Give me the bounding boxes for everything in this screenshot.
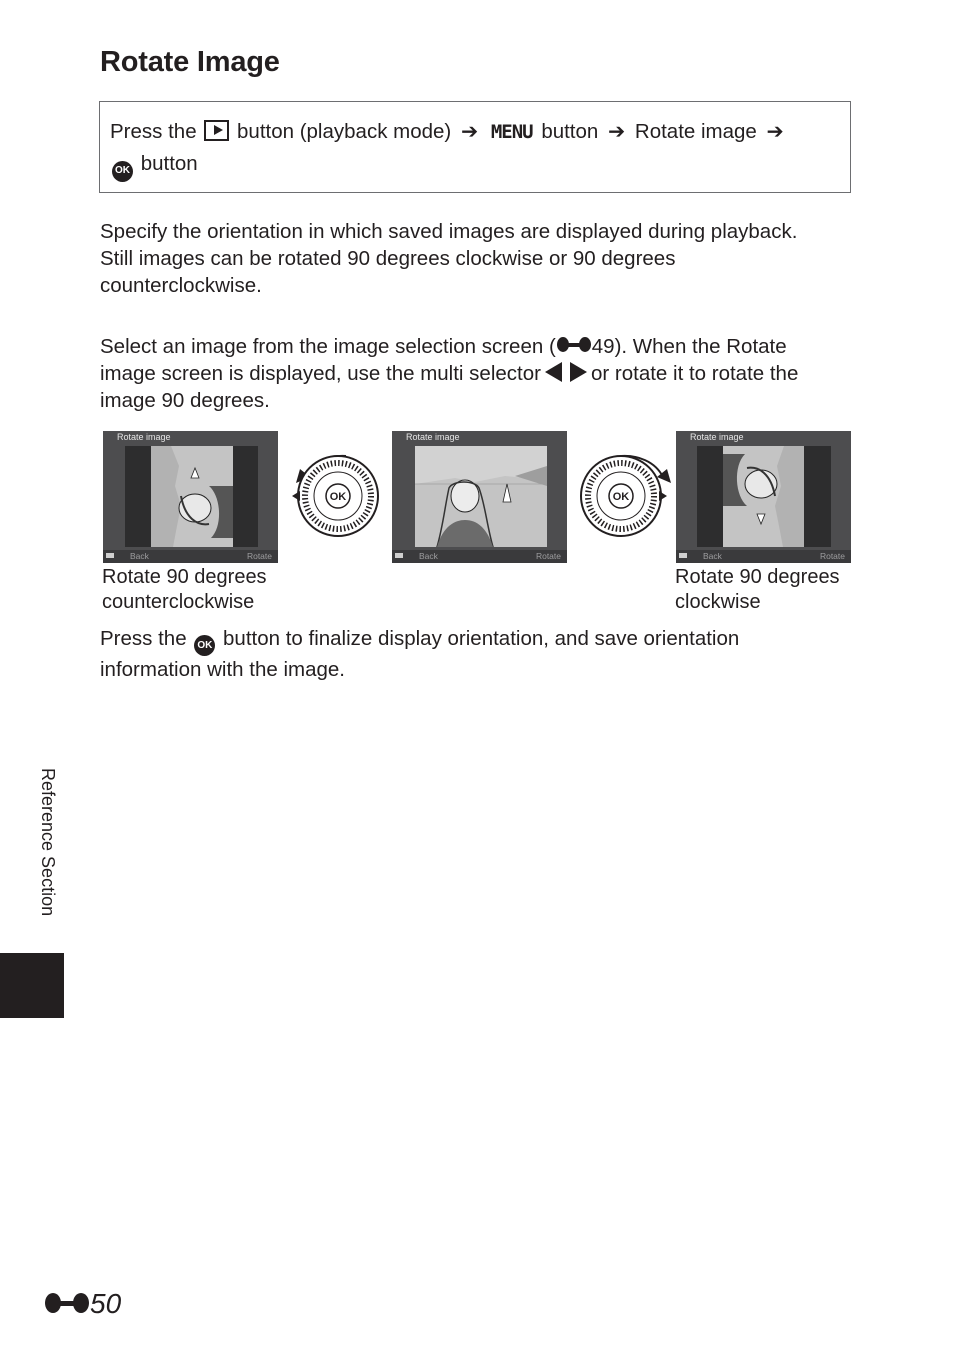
caption-counterclockwise [102, 565, 267, 615]
intro-line-2: Still images can be rotated 90 degrees clockwise or 90 degrees [100, 247, 676, 270]
nav-rotate-image: Rotate image [634, 120, 757, 143]
instruction-text-b: image screen is displayed, use the multi selector [100, 362, 541, 385]
page-number-text: 50 [90, 1288, 122, 1319]
screen-header: Rotate image [117, 432, 171, 442]
intro-line-3: counterclockwise. [100, 274, 262, 297]
caption-line: Rotate 90 degrees [102, 566, 267, 588]
rotate-label: Rotate [819, 551, 845, 561]
instruction-line-3: image 90 degrees. [100, 389, 270, 412]
side-tab-marker [0, 953, 64, 1018]
screen-header: Rotate image [690, 432, 744, 442]
navigation-path-box [99, 101, 851, 193]
finalize-line-1 [100, 625, 860, 656]
battery-icon [679, 553, 687, 558]
arrow-right-icon: ➔ [460, 120, 479, 143]
side-tab-label: Reference Section [38, 768, 58, 917]
instruction-ref-text: 49). When the Rotate [591, 335, 787, 358]
finalize-text-a: Press the [100, 627, 187, 650]
ok-button-icon: OK [194, 635, 215, 656]
nav-ok-text: button [140, 152, 198, 175]
battery-icon [395, 553, 403, 558]
caption-line: Rotate 90 degrees [675, 566, 840, 588]
back-label: Back [419, 551, 438, 561]
nav-menu-text: button [541, 120, 599, 143]
finalize-paragraph [100, 625, 860, 683]
rotate-label: Rotate [246, 551, 272, 561]
rotated-portrait-photo [723, 446, 804, 547]
page-title: Rotate Image [100, 46, 280, 78]
multi-selector-dial-right [577, 453, 677, 543]
intro-line-1: Specify the orientation in which saved images are displayed during playback. [100, 220, 798, 243]
caption-line: counterclockwise [102, 591, 255, 613]
reference-section-icon [45, 1293, 89, 1313]
rotate-screen-clockwise [676, 431, 851, 563]
menu-button-icon: MENU [490, 121, 533, 143]
dial-ok-label: OK [329, 491, 347, 503]
instruction-text-c: or rotate it to rotate the [590, 362, 799, 385]
multi-selector-dial-left [290, 453, 390, 543]
back-label: Back [130, 551, 149, 561]
landscape-portrait-photo [415, 446, 547, 547]
caption-line: clockwise [675, 591, 761, 613]
arrow-right-icon: ➔ [766, 120, 784, 143]
finalize-text-b: button to finalize display orientation, and save orientation [223, 627, 740, 650]
intro-paragraph [100, 218, 860, 299]
page-number [44, 1288, 121, 1320]
instruction-line-2 [100, 360, 860, 387]
screen-footer [676, 550, 851, 563]
caption-clockwise [675, 565, 840, 615]
ok-button-icon: OK [112, 161, 133, 182]
instruction-line-1 [100, 333, 860, 360]
rotate-screen-original [392, 431, 567, 563]
reference-section-icon [557, 337, 591, 352]
screen-header: Rotate image [406, 432, 460, 442]
back-label: Back [703, 551, 722, 561]
instruction-paragraph [100, 333, 860, 414]
dial-ok-label: OK [612, 491, 630, 503]
screen-footer [103, 550, 278, 563]
rotated-portrait-photo [151, 446, 233, 547]
finalize-line-2: information with the image. [100, 658, 345, 681]
screen-footer [392, 550, 567, 563]
nav-press-the: Press the [110, 120, 197, 143]
nav-playback-text: button (playback mode) [237, 120, 452, 143]
arrow-right-icon: ➔ [608, 120, 626, 143]
playback-button-icon [204, 120, 229, 141]
multi-selector-left-right-icon [545, 362, 587, 382]
instruction-text-a: Select an image from the image selection screen ( [100, 335, 556, 358]
battery-icon [106, 553, 114, 558]
rotate-screen-counterclockwise [103, 431, 278, 563]
rotate-label: Rotate [535, 551, 561, 561]
